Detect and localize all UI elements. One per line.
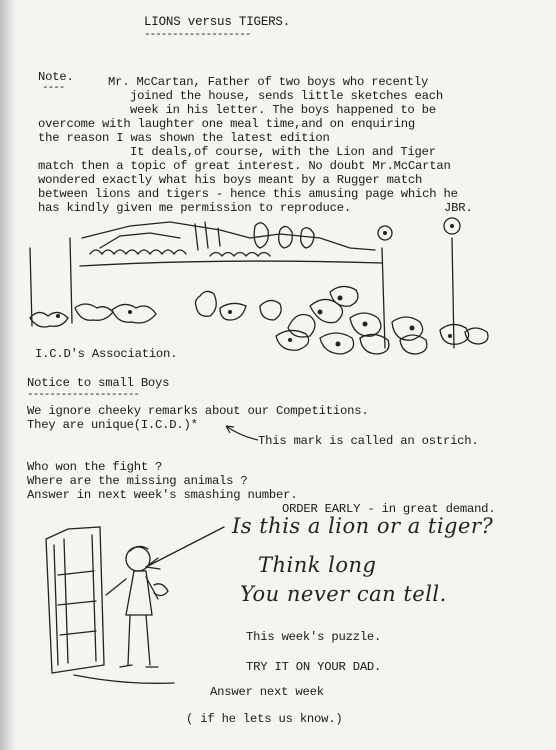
ostrich-arrow [222,420,262,444]
puzzle-try-it: TRY IT ON YOUR DAD. [246,660,382,674]
question-1: Who won the fight ? [27,460,163,474]
page-title: LIONS versus TIGERS. [144,15,291,29]
ostrich-caption: This mark is called an ostrich. [258,434,479,448]
signature: JBR. [444,201,473,215]
puzzle-let-us-know: ( if he lets us know.) [186,712,343,726]
page-shadow-edge [0,0,16,750]
para1-line2: joined the house, sends little sketches each [130,89,444,103]
notice-heading: Notice to small Boys [27,376,170,390]
handwritten-never-tell: You never can tell. [240,582,447,606]
question-2: Where are the missing animals ? [27,474,248,488]
order-line: ORDER EARLY - in great demand. [282,502,496,516]
para1-line4: overcome with laughter one meal time,and on enquiring [38,117,416,131]
para2-line1: It deals,of course, with the Lion and Tiger [130,145,436,159]
para2-line2: match then a topic of great interest. No doubt Mr.McCartan [38,159,451,173]
para2-line5: has kindly given me permission to reproduce. [38,201,352,215]
handwritten-think-long: Think long [258,553,377,577]
note-label: Note. [38,70,74,84]
para1-line3: week in his letter. The boys happened to be [130,103,436,117]
para1-line1: Mr. McCartan, Father of two boys who recently [108,75,429,89]
note-underline: ---- [42,82,65,94]
notice-underline: -------------------- [27,389,140,401]
boy-at-door-sketch [34,515,244,695]
title-underline: ------------------- [144,29,251,41]
notice-line1: We ignore cheeky remarks about our Competitions. [27,404,369,418]
para1-line5: the reason I was shown the latest edition [38,131,330,145]
para2-line4: between lions and tigers - hence this amusing page which he [38,187,458,201]
association-heading: I.C.D's Association. [35,347,178,361]
notice-line2: They are unique(I.C.D.)* [27,418,198,432]
para2-line3: wondered exactly what his boys meant by a Rugger match [38,173,423,187]
puzzle-heading: This week's puzzle. [246,630,382,644]
handwritten-question: Is this a lion or a tiger? [232,514,494,538]
question-3: Answer in next week's smashing number. [27,488,298,502]
puzzle-answer-next: Answer next week [210,685,324,699]
